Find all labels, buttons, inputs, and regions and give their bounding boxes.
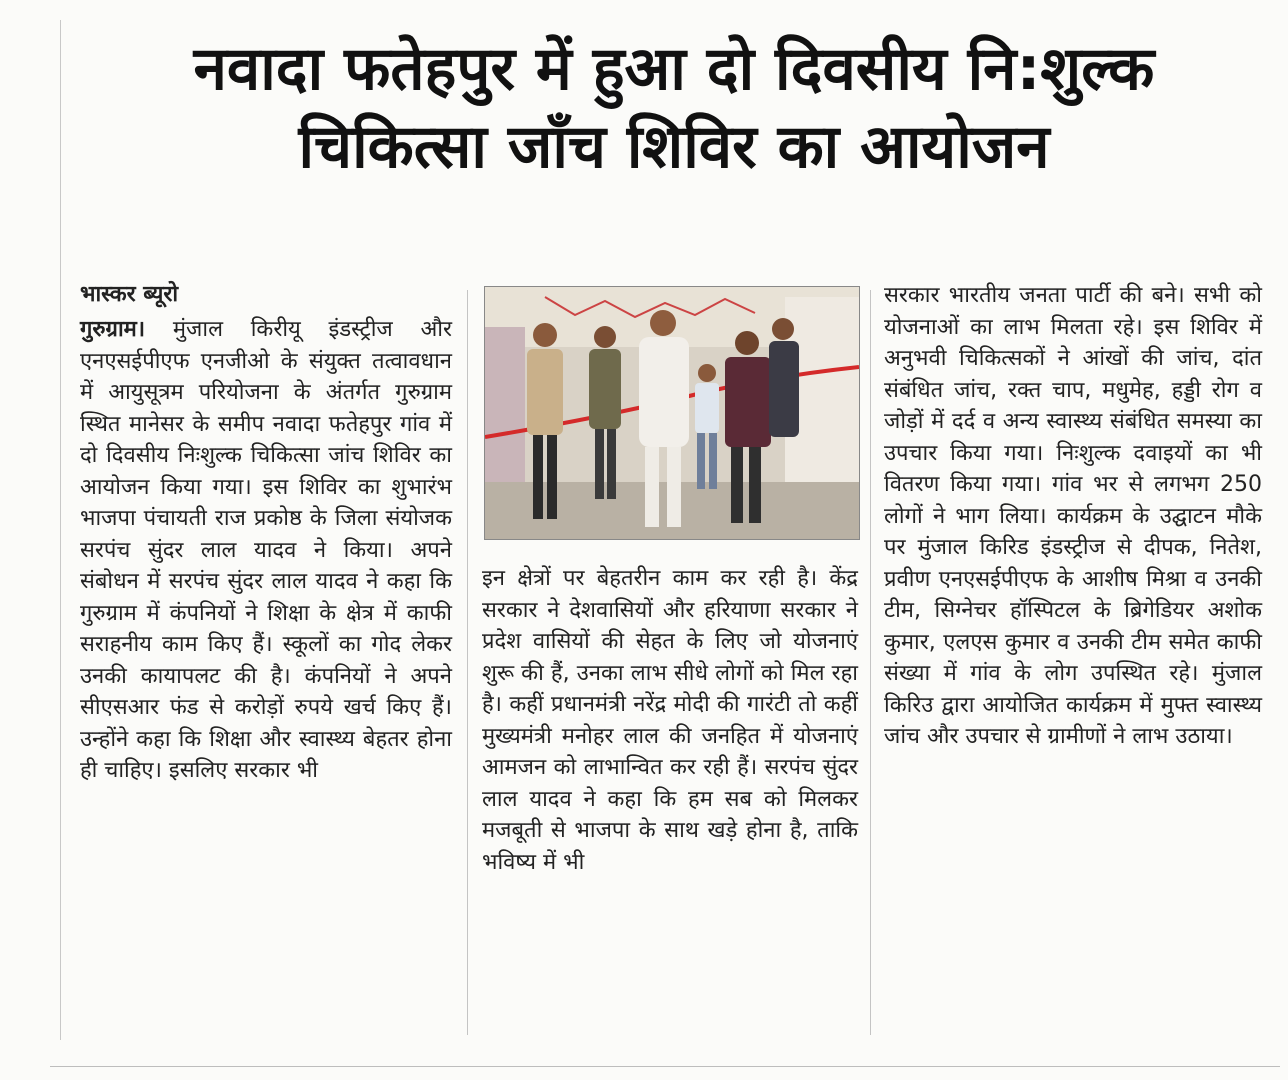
- column-3-body: सरकार भारतीय जनता पार्टी की बने। सभी को योजनाओं का लाभ मिलता रहे। इस शिविर में अनुभवी चिकित्सकों ने आंखों की जांच, दांत संबंधित जांच, रक्त चाप, मधुमेह, हड्डी रोग व जोड़ों में दर्द व अन्य स्वास्थ्य संबंधित समस्या का उपचार किया गया। निःशुल्क दवाइयों का भी वितरण किया गया। गांव भर से लगभग 250 लोगों ने भाग लिया। कार्यक्रम के उद्घाटन मौके पर मुंजाल किरिड इंडस्ट्रीज से दीपक, नितेश, प्रवीण एनएसईपीएफ के आशीष मिश्रा व उनकी टीम, सिग्नेचर हॉस्पिटल के ब्रिगेडियर अशोक कुमार, एलएस कुमार व उनकी टीम समेत काफी संख्या में गांव के लोग उपस्थित रहे। मुंजाल किरिउ द्वारा आयोजित कार्यक्रम में मुफ्त स्वास्थ्य जांच और उपचार से ग्रामीणों ने लाभ उठाया।: [884, 283, 1262, 749]
- column-rule-1: [467, 290, 468, 1035]
- headline-line-1: नवादा फतेहपुर में हुआ दो दिवसीय नि:शुल्क: [193, 34, 1155, 104]
- photo-illustration: [485, 287, 859, 539]
- column-2-body: इन क्षेत्रों पर बेहतरीन काम कर रही है। केंद्र सरकार ने देशवासियों और हरियाणा सरकार ने प्रदेश वासियों की सेहत के लिए जो योजनाएं शुरू की हैं, उनका लाभ सीधे लोगों को मिल रहा है। कहीं प्रधानमंत्री नरेंद्र मोदी की गारंटी तो कहीं मुख्यमंत्री मनोहर लाल की जनहित में योजनाएं आमजन को लाभान्वित कर रही हैं। सरपंच सुंदर लाल यादव ने कहा कि हम सब को मिलकर मजबूती से भाजपा के साथ खड़े होना है, ताकि भविष्य में भी: [482, 566, 858, 875]
- byline: भास्कर ब्यूरो: [80, 282, 179, 307]
- column-rule-2: [870, 290, 871, 1035]
- headline: [60, 30, 1288, 186]
- article-column-1: [80, 280, 452, 787]
- article-column-2: [482, 563, 858, 878]
- column-1-text: [80, 314, 452, 787]
- headline-line-2: चिकित्सा जाँच शिविर का आयोजन: [298, 112, 1050, 182]
- column-1-body: मुंजाल किरीयू इंडस्ट्रीज और एनएसईपीएफ एनजीओ के संयुक्त तत्वावधान में आयुसूत्रम परियोजना के अंतर्गत गुरुग्राम स्थित मानेसर के समीप नवादा फतेहपुर गांव में दो दिवसीय निःशुल्क चिकित्सा जांच शिविर का आयोजन किया गया। इस शिविर का शुभारंभ भाजपा पंचायती राज प्रकोष्ठ के जिला संयोजक सरपंच सुंदर लाल यादव ने किया। अपने संबोधन में सरपंच सुंदर लाल यादव ने कहा कि गुरुग्राम में कंपनियों ने शिक्षा के क्षेत्र में काफी सराहनीय काम किए हैं। स्कूलों का गोद लेकर उनकी कायापलट की है। कंपनियों ने अपने सीएसआर फंड से करोड़ों रुपये खर्च किए हैं। उन्होंने कहा कि शिक्षा और स्वास्थ्य बेहतर होना ही चाहिए। इसलिए सरकार भी: [80, 317, 453, 783]
- article-column-3: [884, 280, 1262, 753]
- page-bottom-rule: [50, 1066, 1280, 1067]
- news-photo-ribbon-cutting: [484, 286, 860, 540]
- dateline: गुरुग्राम।: [80, 317, 146, 342]
